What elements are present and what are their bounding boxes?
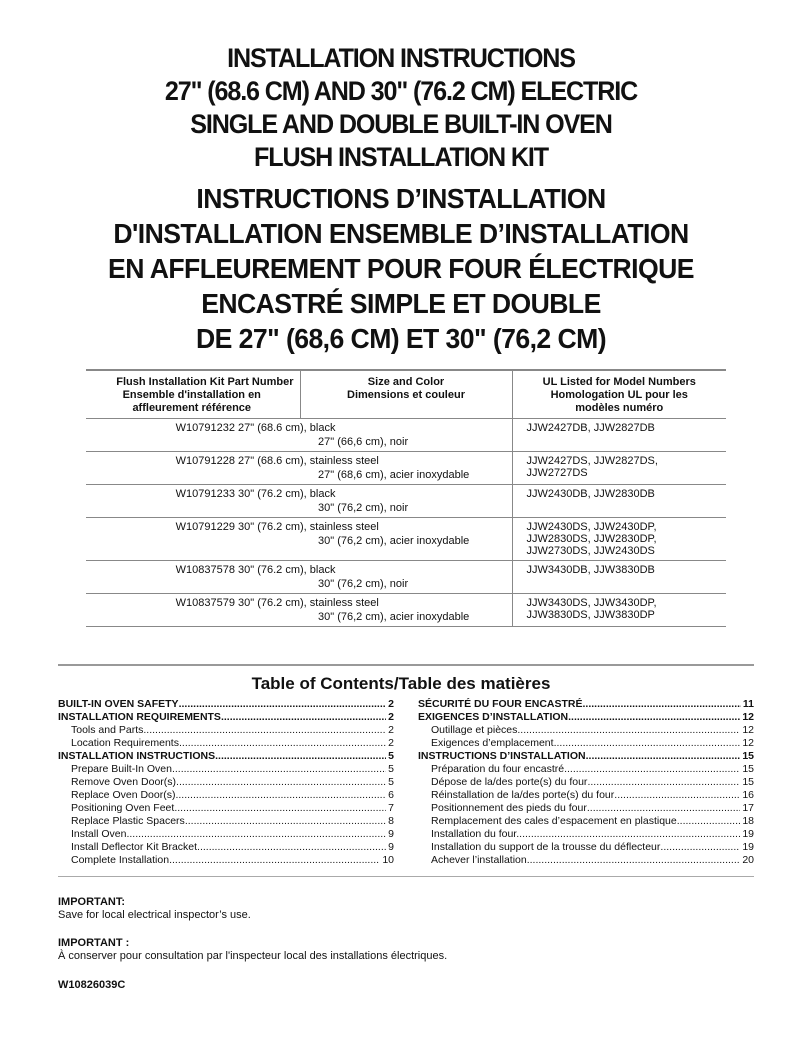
toc-entry[interactable]	[418, 698, 754, 711]
size-color-fr: 30" (76,2 cm), acier inoxydable	[318, 611, 470, 623]
toc-entry[interactable]	[58, 789, 394, 802]
size-color-fr: 30" (76,2 cm), acier inoxydable	[318, 535, 470, 547]
size-color-cell	[300, 485, 512, 518]
title-en-line-3: SINGLE AND DOUBLE BUILT-IN OVEN	[190, 109, 612, 139]
toc-entry-page: 2	[388, 698, 394, 710]
toc-leader-dots	[179, 698, 387, 711]
toc-leader-dots	[179, 737, 386, 750]
toc-leader-dots	[169, 854, 380, 867]
toc-leader-dots	[517, 724, 740, 737]
size-color-en: ), black	[300, 422, 336, 434]
kit-table-row	[86, 561, 726, 594]
important-fr-heading: IMPORTANT :	[58, 937, 130, 949]
model-number-line: JJW2727DS	[526, 467, 588, 479]
header-size-color	[300, 370, 512, 419]
part-number-cell	[86, 594, 300, 627]
toc-entry-page: 7	[388, 802, 394, 814]
toc-entry-label: Replace Plastic Spacers	[71, 815, 185, 827]
header-ul-listed	[512, 370, 726, 419]
part-number-cell	[86, 452, 300, 485]
toc-entry-label: EXIGENCES D’INSTALLATION	[418, 711, 569, 723]
models-cell	[512, 594, 726, 627]
important-en-text: Save for local electrical inspector’s use.	[58, 909, 251, 921]
toc-entry[interactable]	[418, 789, 754, 802]
model-number-line: JJW2730DS, JJW2430DS	[526, 545, 655, 557]
toc-leader-dots	[126, 828, 386, 841]
models-cell	[512, 419, 726, 452]
toc-leader-dots	[172, 763, 386, 776]
toc-leader-dots	[143, 724, 386, 737]
title-fr-line-4: ENCASTRÉ SIMPLE ET DOUBLE	[201, 288, 601, 319]
toc-leader-dots	[589, 750, 741, 763]
toc-entry-label: Complete Installation	[71, 854, 170, 866]
size-color-en: ), stainless steel	[300, 521, 379, 533]
toc-entry-page: 12	[742, 737, 754, 749]
model-number-line: JJW2430DB, JJW2830DB	[526, 488, 655, 500]
toc-entry-label: Installation du support de la trousse du déflecteur	[431, 841, 661, 853]
toc-entry-label: Dépose de la/des porte(s) du four	[431, 776, 588, 788]
toc-entry-page: 12	[742, 711, 754, 723]
header-size-fr: Dimensions et couleur	[347, 389, 465, 401]
toc-entry-label: Remove Oven Door(s)	[71, 776, 177, 788]
toc-entry-page: 9	[388, 828, 394, 840]
kit-table-row	[86, 594, 726, 627]
size-color-cell	[300, 594, 512, 627]
toc-leader-dots	[221, 711, 386, 724]
models-cell	[512, 561, 726, 594]
toc-entry-page: 8	[388, 815, 394, 827]
toc-title: Table of Contents/Table des matières	[251, 674, 551, 693]
kit-table-row	[86, 485, 726, 518]
title-english	[0, 42, 802, 174]
part-number: W10791233 30" (76.2 cm	[175, 488, 300, 500]
toc-entry[interactable]	[418, 724, 754, 737]
toc-entry-page: 16	[742, 789, 754, 801]
toc-entry-page: 20	[742, 854, 754, 866]
toc-entry-label: Install Deflector Kit Bracket	[71, 841, 198, 853]
toc-leader-dots	[527, 854, 741, 867]
toc-entry[interactable]	[58, 776, 394, 789]
part-number-cell	[86, 419, 300, 452]
toc-entry-page: 2	[388, 737, 394, 749]
toc-entry-label: Install Oven	[71, 828, 127, 840]
kit-table-row	[86, 419, 726, 452]
model-number-line: JJW3830DS, JJW3830DP	[526, 609, 655, 621]
kit-table-row	[86, 518, 726, 561]
toc-entry-label: Outillage et pièces	[431, 724, 518, 736]
toc-entry-label: Tools and Parts	[71, 724, 144, 736]
important-en-heading: IMPORTANT:	[58, 896, 126, 908]
toc-leader-dots	[587, 776, 740, 789]
toc-leader-dots	[215, 750, 386, 763]
kit-table	[86, 369, 726, 627]
document-number: W10826039C	[58, 979, 126, 991]
models-cell	[512, 452, 726, 485]
title-block	[0, 42, 802, 356]
toc-entry-page: 5	[388, 763, 394, 775]
title-en-line-4: FLUSH INSTALLATION KIT	[254, 142, 548, 172]
toc-entry-page: 15	[742, 776, 754, 788]
part-number-cell	[86, 485, 300, 518]
size-color-cell	[300, 561, 512, 594]
toc-entry-label: INSTALLATION REQUIREMENTS	[58, 711, 221, 723]
toc-entry[interactable]	[418, 841, 754, 854]
toc-entry-page: 2	[388, 711, 394, 723]
toc-entry[interactable]	[58, 854, 394, 867]
part-number: W10791228 27" (68.6 cm	[175, 455, 300, 467]
toc-entry-label: Préparation du four encastré	[431, 763, 565, 775]
important-french	[58, 937, 447, 963]
part-number: W10837578 30" (76.2 cm	[175, 564, 300, 576]
toc-leader-dots	[197, 841, 386, 854]
toc-entry-page: 5	[388, 776, 394, 788]
toc-entry[interactable]	[418, 711, 754, 724]
kit-table-row	[86, 452, 726, 485]
toc-entry-label: Positioning Oven Feet	[71, 802, 175, 814]
toc-entry[interactable]	[58, 698, 394, 711]
size-color-en: ), black	[300, 488, 336, 500]
toc-leader-dots	[175, 789, 386, 802]
size-color-fr: 30" (76,2 cm), noir	[318, 502, 409, 514]
toc-entry[interactable]	[58, 724, 394, 737]
toc-entry[interactable]	[418, 854, 754, 867]
toc-entry[interactable]	[418, 763, 754, 776]
part-number: W10791232 27" (68.6 cm	[175, 422, 300, 434]
toc-leader-dots	[660, 841, 740, 854]
toc-entry-label: Exigences d’emplacement	[431, 737, 554, 749]
toc-entry-page: 19	[742, 841, 754, 853]
important-english	[58, 896, 251, 922]
toc-leader-dots	[614, 789, 740, 802]
toc-entry[interactable]	[58, 750, 394, 763]
kit-table-header	[86, 370, 726, 419]
toc-leader-dots	[568, 711, 740, 724]
title-fr-line-1: INSTRUCTIONS D’INSTALLATION	[196, 183, 606, 214]
toc-english-column	[58, 698, 394, 867]
toc-french-column	[418, 698, 754, 867]
model-number-line: JJW3430DB, JJW3830DB	[526, 564, 655, 576]
toc-entry-page: 2	[388, 724, 394, 736]
toc-entry-label: INSTALLATION INSTRUCTIONS	[58, 750, 216, 762]
toc-entry-page: 15	[742, 763, 754, 775]
toc-entry[interactable]	[418, 737, 754, 750]
toc-entry-label: Positionnement des pieds du four	[431, 802, 587, 814]
toc-entry-page: 6	[388, 789, 394, 801]
toc-entry[interactable]	[58, 815, 394, 828]
toc-leader-dots	[519, 828, 740, 841]
title-fr-line-2: D'INSTALLATION ENSEMBLE D’INSTALLATION	[113, 218, 689, 249]
title-fr-line-5: DE 27" (68,6 CM) ET 30" (76,2 CM)	[196, 323, 606, 354]
toc-leader-dots	[176, 776, 386, 789]
size-color-fr: 27" (66,6 cm), noir	[318, 436, 409, 448]
toc-entry-label: Prepare Built-In Oven	[71, 763, 172, 775]
toc-entry[interactable]	[58, 802, 394, 815]
header-size-en: Size and Color	[367, 376, 445, 388]
toc-entry[interactable]	[418, 828, 754, 841]
toc-entry[interactable]	[58, 763, 394, 776]
toc-entry-label: INSTRUCTIONS D’INSTALLATION.	[418, 750, 589, 762]
toc-leader-dots	[677, 815, 741, 828]
title-french	[0, 181, 802, 356]
toc-entry-page: 17	[742, 802, 754, 814]
toc-entry[interactable]	[418, 750, 754, 763]
toc-entry-page: 18	[742, 815, 754, 827]
size-color-cell	[300, 452, 512, 485]
toc-leader-dots	[174, 802, 386, 815]
header-part-fr-1: Ensemble d'installation en	[122, 389, 261, 401]
part-number-cell	[86, 561, 300, 594]
toc-entry-label: Installation du four.	[431, 828, 520, 840]
toc-entry-label: Replace Oven Door(s)	[71, 789, 176, 801]
toc-entry[interactable]	[58, 841, 394, 854]
model-number-line: JJW2427DS, JJW2827DS,	[526, 455, 658, 467]
toc-entry[interactable]	[418, 776, 754, 789]
toc-entry-label: SÉCURITÉ DU FOUR ENCASTRÉ	[418, 698, 583, 710]
toc-entry-page: 12	[742, 724, 754, 736]
title-fr-line-3: EN AFFLEUREMENT POUR FOUR ÉLECTRIQUE	[108, 253, 694, 284]
toc-entry[interactable]	[418, 815, 754, 828]
model-number-line: JJW2830DS, JJW2830DP,	[526, 533, 657, 545]
toc-entry-label: BUILT-IN OVEN SAFETY	[58, 698, 179, 710]
toc-top-rule	[58, 664, 754, 666]
important-fr-text: À conserver pour consultation par l'inspecteur local des installations électriques.	[58, 950, 448, 962]
toc-entry[interactable]	[58, 828, 394, 841]
part-number: W10837579 30" (76.2 cm	[175, 597, 300, 609]
toc-entry[interactable]	[418, 802, 754, 815]
toc-entry[interactable]	[58, 711, 394, 724]
toc-entry-page: 19	[742, 828, 754, 840]
size-color-cell	[300, 419, 512, 452]
size-color-cell	[300, 518, 512, 561]
title-en-line-2: 27" (68.6 CM) AND 30" (76.2 CM) ELECTRIC	[164, 76, 638, 106]
toc-leader-dots	[564, 763, 740, 776]
toc-leader-dots	[583, 698, 741, 711]
toc-entry-page: 11	[742, 698, 754, 710]
header-part-number	[86, 370, 300, 419]
toc-entry-label: Location Requirements	[71, 737, 179, 749]
toc-leader-dots	[554, 737, 741, 750]
models-cell	[512, 485, 726, 518]
toc-entry-page: 15	[742, 750, 754, 762]
size-color-fr: 30" (76,2 cm), noir	[318, 578, 409, 590]
toc-entry-label: Achever l’installation	[431, 854, 527, 866]
title-en-line-1: INSTALLATION INSTRUCTIONS	[227, 43, 575, 73]
model-number-line: JJW2430DS, JJW2430DP,	[526, 521, 657, 533]
toc-entry-label: Réinstallation de la/des porte(s) du four	[431, 789, 615, 801]
toc-bottom-rule	[58, 876, 754, 877]
toc-leader-dots	[587, 802, 740, 815]
toc-leader-dots	[185, 815, 386, 828]
size-color-fr: 27" (68,6 cm), acier inoxydable	[318, 469, 470, 481]
size-color-en: ), stainless steel	[300, 597, 379, 609]
header-part-en: Flush Installation Kit Part Number	[116, 376, 294, 388]
part-number-cell	[86, 518, 300, 561]
header-ul-fr-1: Homologation UL pour les	[550, 389, 688, 401]
toc-entry[interactable]	[58, 737, 394, 750]
header-ul-fr-2: modèles numéro	[575, 402, 664, 414]
toc-entry-page: 9	[388, 841, 394, 853]
model-number-line: JJW2427DB, JJW2827DB	[526, 422, 655, 434]
size-color-en: ), stainless steel	[300, 455, 379, 467]
part-number: W10791229 30" (76.2 cm	[175, 521, 300, 533]
models-cell	[512, 518, 726, 561]
model-number-line: JJW3430DS, JJW3430DP,	[526, 597, 657, 609]
header-ul-en: UL Listed for Model Numbers	[542, 376, 696, 388]
header-part-fr-2: affleurement référence	[132, 402, 252, 414]
size-color-en: ), black	[300, 564, 336, 576]
toc-entry-label: Remplacement des cales d’espacement en plastique	[431, 815, 677, 827]
toc-entry-page: 10	[382, 854, 394, 866]
toc-entry-page: 5	[388, 750, 394, 762]
